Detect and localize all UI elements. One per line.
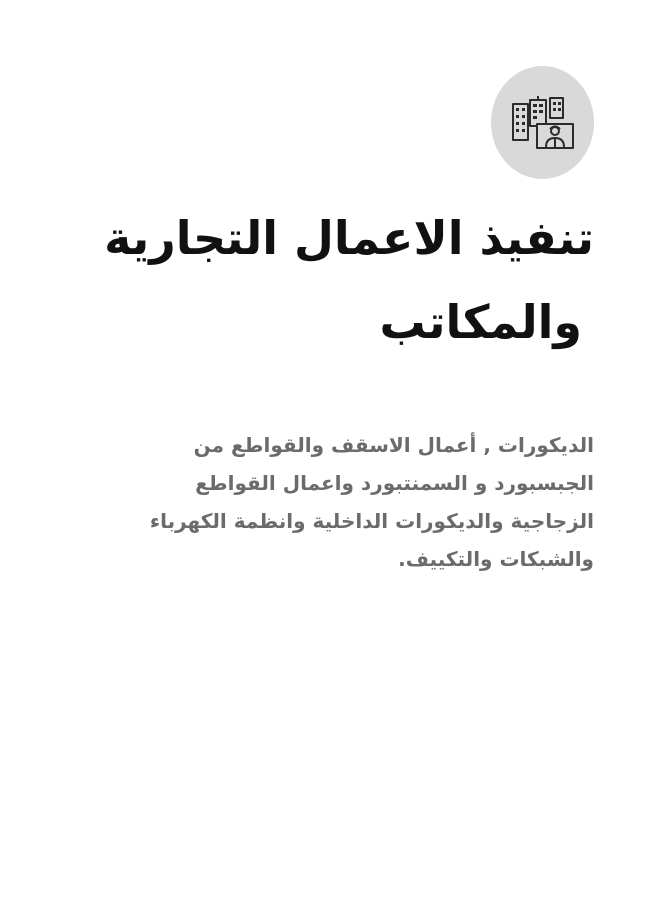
service-title bbox=[54, 196, 594, 364]
service-title-line-1: تنفيذ الاعمال التجارية bbox=[104, 211, 594, 265]
service-description-line-1: الديكورات , أعمال الاسقف والقواطع من bbox=[193, 433, 594, 457]
office-buildings-icon bbox=[510, 94, 576, 152]
service-description-line-4: والشبكات والتكييف. bbox=[398, 547, 594, 571]
service-title-line-2: والمكاتب bbox=[379, 295, 582, 349]
service-description-line-2: الجبسبورد و السمنتبورد واعمال القواطع bbox=[195, 471, 594, 495]
service-description bbox=[34, 426, 594, 578]
service-icon-badge bbox=[491, 66, 594, 179]
service-description-line-3: الزجاجية والديكورات الداخلية وانظمة الكهرباء bbox=[149, 509, 594, 533]
